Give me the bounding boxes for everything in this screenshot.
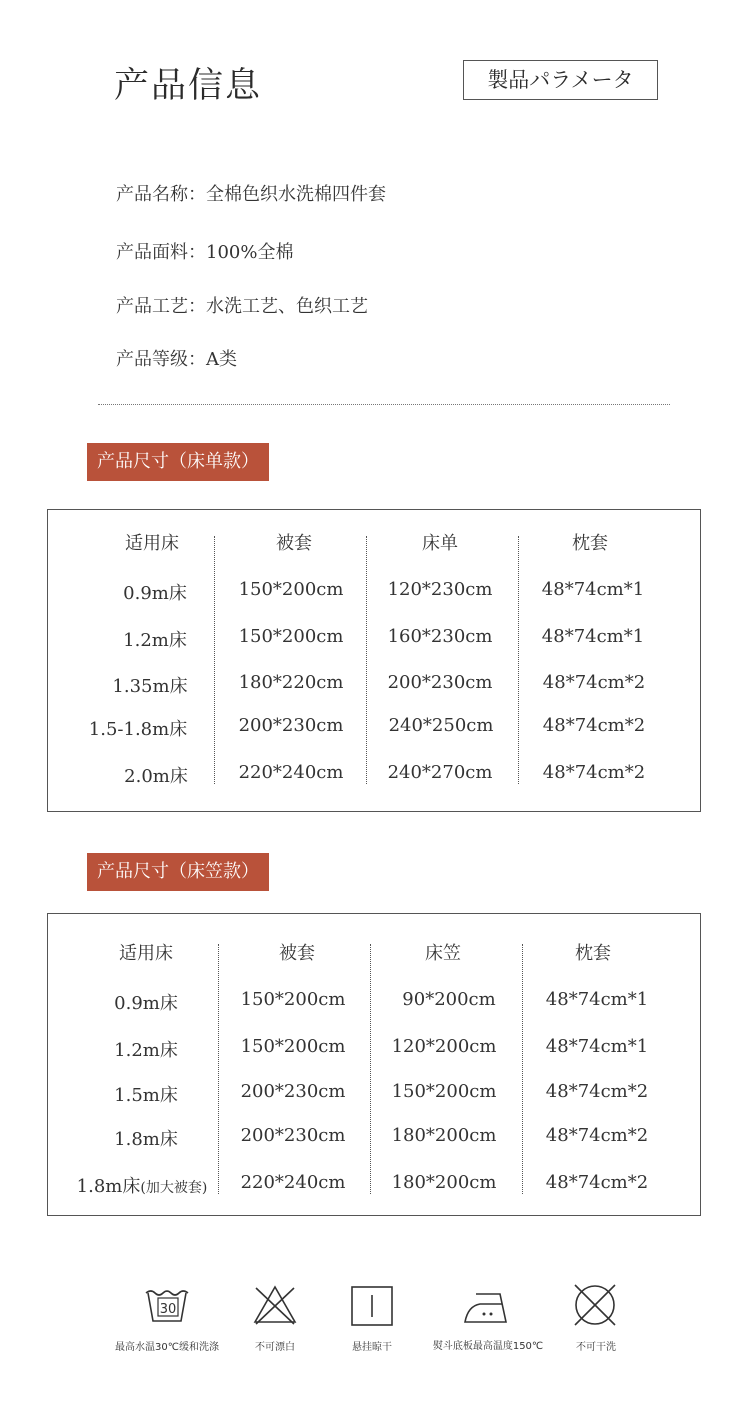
- info-value: 水洗工艺、色织工艺: [206, 296, 368, 317]
- table-cell: 0.9m床: [123, 583, 187, 604]
- table-cell: 150*200cm: [238, 626, 344, 647]
- column-divider: [522, 944, 523, 1194]
- info-label: 产品工艺：: [116, 296, 206, 317]
- column-divider: [370, 944, 371, 1194]
- column-divider: [366, 536, 367, 784]
- info-label: 产品面料：: [116, 242, 206, 263]
- no-dry-clean-icon: [572, 1282, 618, 1328]
- size-badge-flat-sheet: 产品尺寸（床单款）: [87, 443, 269, 481]
- table-header: 适用床: [125, 533, 179, 554]
- care-label-wash: 最高水温30℃缓和洗涤: [115, 1342, 219, 1353]
- info-value: 全棉色织水洗棉四件套: [206, 184, 386, 205]
- table-cell: 180*220cm: [238, 672, 344, 693]
- table-header: 被套: [279, 943, 315, 964]
- table-cell: 90*200cm: [402, 989, 496, 1010]
- table-cell: 48*74cm*2: [542, 672, 646, 693]
- table-cell: 220*240cm: [240, 1172, 346, 1193]
- table-cell: [77, 1172, 208, 1198]
- table-cell: 200*230cm: [238, 715, 344, 736]
- table-cell: 1.2m床: [114, 1040, 178, 1061]
- table-cell: 1.2m床: [123, 630, 187, 651]
- table-cell: 160*230cm: [387, 626, 493, 647]
- bed-size: 1.8m床: [76, 1176, 141, 1197]
- table-cell: 200*230cm: [240, 1125, 346, 1146]
- column-divider: [214, 536, 215, 784]
- info-row-fabric: [116, 238, 293, 264]
- table-cell: 48*74cm*2: [545, 1125, 649, 1146]
- table-cell: 220*240cm: [238, 762, 344, 783]
- no-bleach-icon: [252, 1284, 298, 1326]
- table-cell: 48*74cm*1: [545, 989, 649, 1010]
- column-divider: [518, 536, 519, 784]
- care-label-hang: 悬挂晾干: [352, 1342, 392, 1353]
- care-label-iron: 熨斗底板最高温度150℃: [432, 1341, 544, 1352]
- wash-30-icon: [143, 1285, 191, 1325]
- table-cell: 180*200cm: [391, 1125, 497, 1146]
- info-label: 产品等级：: [116, 349, 206, 370]
- info-value: 100%全棉: [206, 242, 294, 263]
- table-cell: 48*74cm*2: [542, 762, 646, 783]
- table-header: 床笠: [425, 943, 461, 964]
- table-cell: 240*250cm: [388, 715, 494, 736]
- care-label-bleach: 不可漂白: [255, 1342, 295, 1353]
- table-cell: 180*200cm: [391, 1172, 497, 1193]
- info-label: 产品名称：: [116, 184, 206, 205]
- hang-dry-icon: [350, 1285, 394, 1327]
- table-cell: 48*74cm*2: [545, 1172, 649, 1193]
- wash-temp: 30: [159, 1302, 177, 1317]
- table-cell: 1.35m床: [112, 676, 188, 697]
- table-cell: 48*74cm*1: [545, 1036, 649, 1057]
- table-cell: 150*200cm: [240, 989, 346, 1010]
- table-header: 被套: [276, 533, 312, 554]
- table-cell: 120*230cm: [387, 579, 493, 600]
- section-divider: [98, 404, 670, 405]
- care-label-dry-clean: 不可干洗: [576, 1342, 616, 1353]
- column-divider: [218, 944, 219, 1194]
- info-row-grade: [116, 345, 237, 371]
- table-cell: 240*270cm: [387, 762, 493, 783]
- info-row-process: [116, 292, 368, 318]
- iron-icon: [462, 1290, 510, 1326]
- size-badge-fitted-sheet: 产品尺寸（床笠款）: [87, 853, 269, 891]
- size-table-flat-sheet: [47, 509, 701, 812]
- table-cell: 48*74cm*2: [545, 1081, 649, 1102]
- size-table-fitted-sheet: [47, 913, 701, 1216]
- table-cell: 200*230cm: [240, 1081, 346, 1102]
- table-header: 适用床: [119, 943, 173, 964]
- table-cell: 1.5m床: [114, 1085, 178, 1106]
- table-cell: 1.8m床: [114, 1129, 178, 1150]
- table-cell: 1.5-1.8m床: [88, 719, 188, 740]
- table-header: 枕套: [575, 943, 611, 964]
- table-cell: 150*200cm: [238, 579, 344, 600]
- table-header: 枕套: [572, 533, 608, 554]
- table-cell: 150*200cm: [391, 1081, 497, 1102]
- table-header: 床单: [422, 533, 458, 554]
- page-title: 产品信息: [114, 66, 263, 106]
- table-cell: 48*74cm*1: [541, 626, 645, 647]
- info-value: A类: [206, 349, 237, 370]
- jp-title-box: 製品パラメータ: [463, 60, 658, 100]
- table-cell: 150*200cm: [240, 1036, 346, 1057]
- info-row-name: [116, 180, 386, 206]
- table-cell: 0.9m床: [114, 993, 178, 1014]
- table-cell: 2.0m床: [124, 766, 188, 787]
- table-cell: 48*74cm*1: [541, 579, 645, 600]
- table-cell: 200*230cm: [387, 672, 493, 693]
- table-cell: 48*74cm*2: [542, 715, 646, 736]
- oversize-note: (加大被套): [140, 1180, 208, 1196]
- table-cell: 120*200cm: [391, 1036, 497, 1057]
